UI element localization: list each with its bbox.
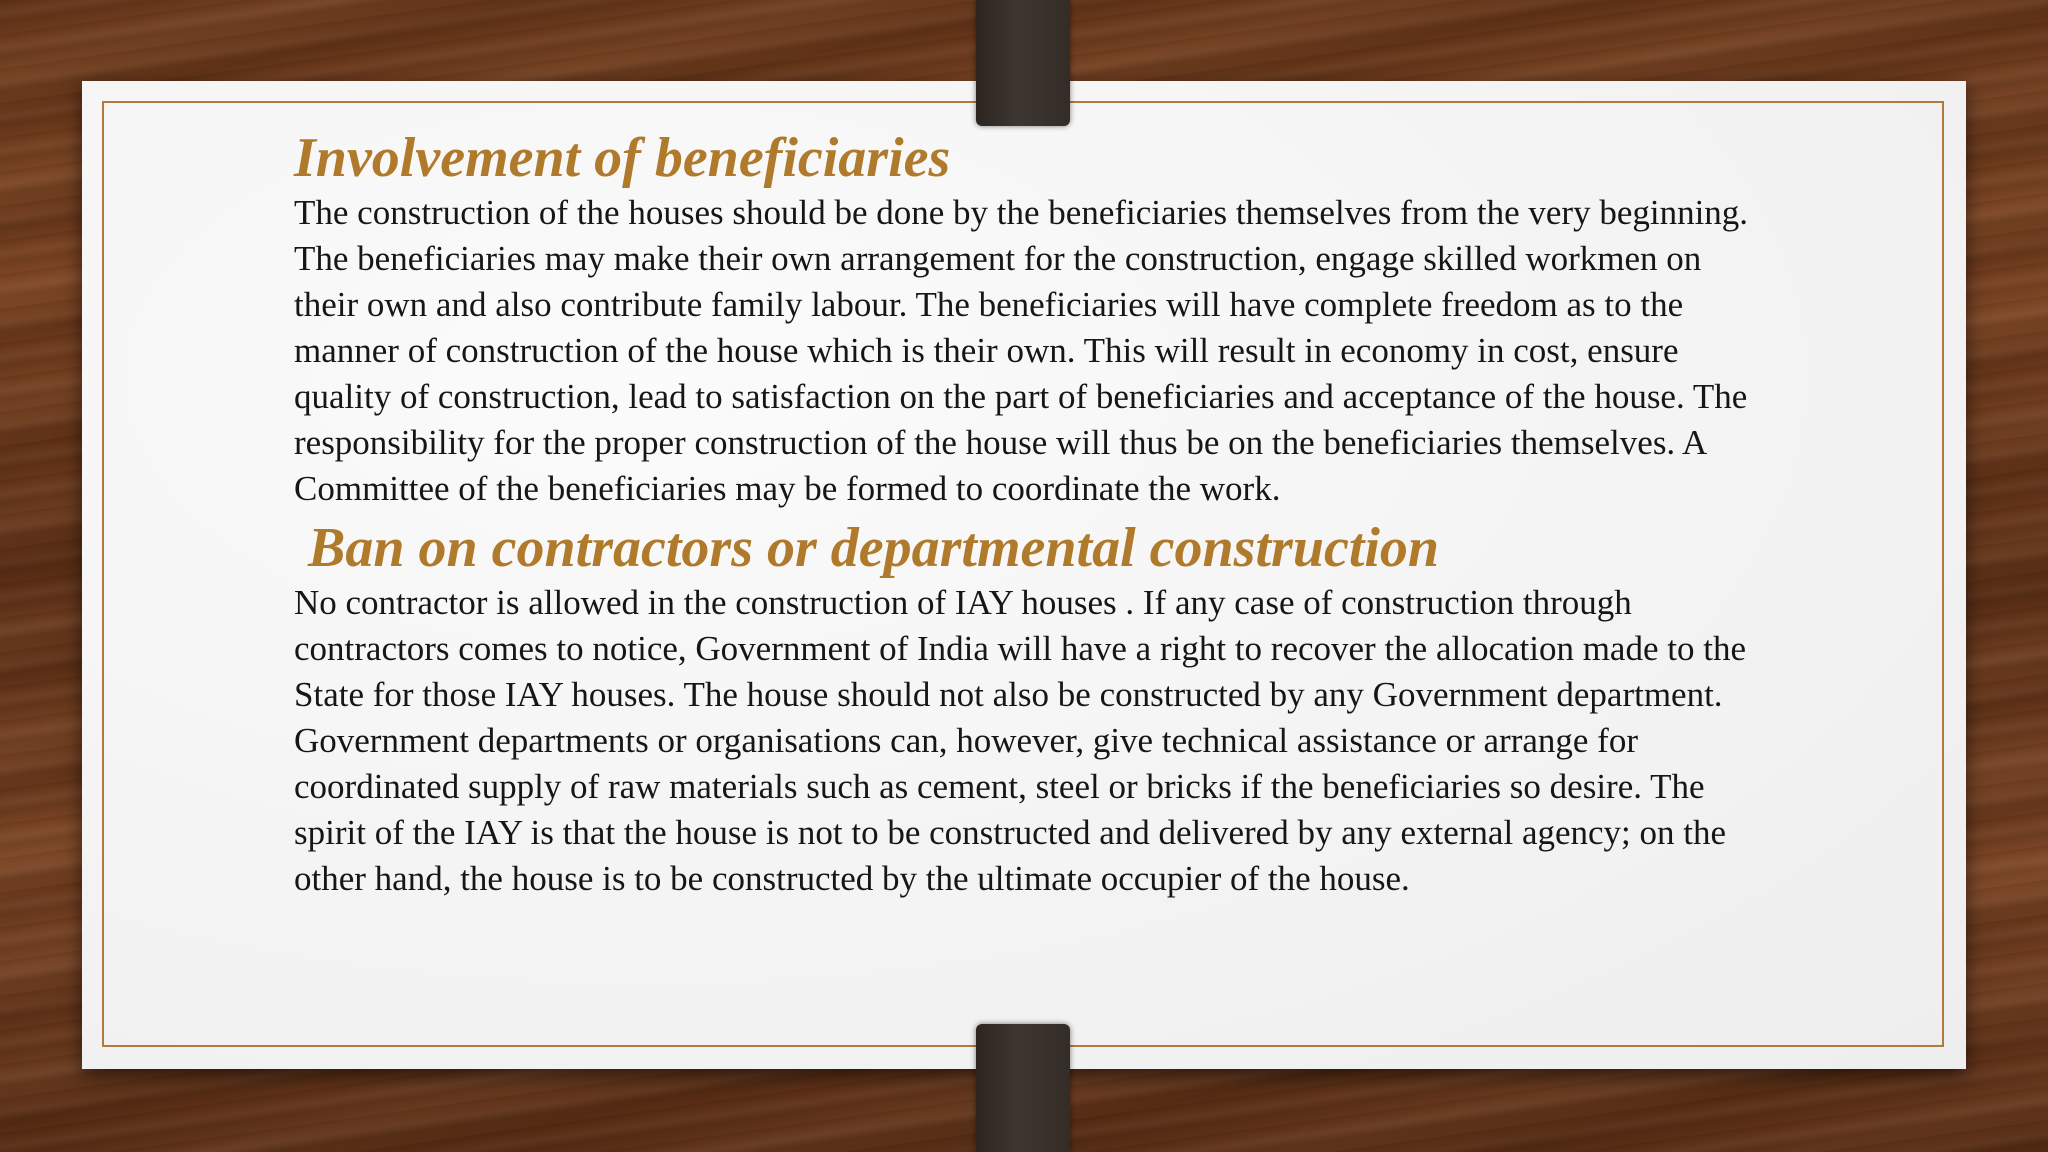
heading-ban-on-contractors: Ban on contractors or departmental construction — [308, 517, 1440, 579]
top-strap — [976, 0, 1070, 126]
slide-content — [294, 126, 1764, 902]
paragraph-ban-on-contractors: No contractor is allowed in the construction of IAY houses . If any case of construction through contractors comes to notice, Government of India will have a right to recover the allocation made to the State for those IAY houses. The house should not also be constructed by any Government department. Government departments or organisations can, however, give technical assistance or arrange for coordinated supply of raw materials such as cement, steel or bricks if the beneficiaries so desire. The spirit of the IAY is that the house is not to be constructed and delivered by any external agency; on the other hand, the house is to be constructed by the ultimate occupier of the house. — [294, 583, 1746, 898]
heading-involvement-of-beneficiaries: Involvement of beneficiaries — [294, 127, 951, 189]
paragraph-involvement-of-beneficiaries: The construction of the houses should be done by the beneficiaries themselves from the very beginning. The beneficiaries may make their own arrangement for the construction, engage skilled workmen on their own and also contribute family labour. The beneficiaries will have complete freedom as to the manner of construction of the house which is their own. This will result in economy in cost, ensure quality of construction, lead to satisfaction on the part of beneficiaries and acceptance of the house. The responsibility for the proper construction of the house will thus be on the beneficiaries themselves. A Committee of the beneficiaries may be formed to coordinate the work. — [294, 193, 1749, 508]
bottom-strap — [976, 1024, 1070, 1152]
